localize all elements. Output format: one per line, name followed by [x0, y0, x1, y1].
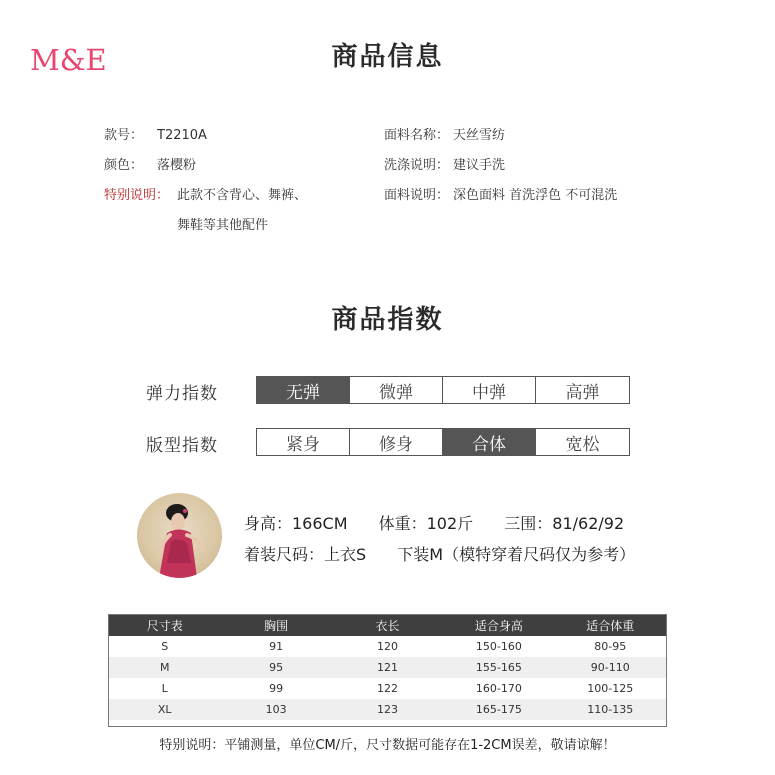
size-table-header-row: [109, 615, 666, 636]
bust-cell: 99: [220, 678, 331, 699]
model-photo: [137, 493, 222, 578]
info-fabric-note: [384, 184, 617, 203]
weight-range-cell: 90-110: [555, 657, 666, 678]
fit-index-label: 版型指数: [146, 436, 218, 456]
length-cell: 120: [332, 636, 443, 657]
info-key: 面料名称：: [384, 128, 450, 143]
size-table-header: 适合体重: [555, 615, 666, 636]
table-row: [109, 678, 666, 699]
size-cell: L: [109, 678, 220, 699]
info-key: 款号：: [104, 128, 144, 143]
fit-index-scale: [256, 428, 630, 456]
info-value: 此款不含背心、舞裤、: [177, 188, 308, 203]
fit-option: 修身: [350, 429, 443, 455]
model-weight: 体重：102斤: [378, 514, 474, 533]
size-table-header: 衣长: [332, 615, 443, 636]
info-key: 特别说明：: [104, 188, 170, 203]
height-range-cell: 150-160: [443, 636, 554, 657]
bust-cell: 91: [220, 636, 331, 657]
bust-cell: 103: [220, 699, 331, 720]
length-cell: 122: [332, 678, 443, 699]
size-table-header: 胸围: [220, 615, 331, 636]
table-row: [109, 657, 666, 678]
height-range-cell: 160-170: [443, 678, 554, 699]
size-table: [109, 615, 666, 720]
info-key: 面料说明：: [384, 188, 450, 203]
info-value: T2210A: [157, 128, 207, 143]
info-value: 天丝雪纺: [453, 128, 506, 143]
model-size-line: [244, 542, 635, 565]
elasticity-option: 中弹: [443, 377, 536, 403]
elasticity-option: 高弹: [536, 377, 629, 403]
model-three-sizes: 三围：81/62/92: [504, 514, 625, 533]
info-color: [104, 154, 196, 173]
length-cell: 123: [332, 699, 443, 720]
elasticity-option: 微弹: [350, 377, 443, 403]
fit-option: 宽松: [536, 429, 629, 455]
bust-cell: 95: [220, 657, 331, 678]
height-range-cell: 165-175: [443, 699, 554, 720]
brand-logo: M&E: [30, 43, 107, 77]
info-special-note-cont: 舞鞋等其他配件: [177, 218, 269, 233]
model-bottom-size: 下装M（模特穿着尺码仅为参考）: [397, 545, 636, 564]
model-height: 身高：166CM: [244, 514, 348, 533]
model-measurements-line: [244, 511, 624, 534]
info-style-number: [104, 124, 207, 143]
table-row: [109, 636, 666, 657]
size-cell: M: [109, 657, 220, 678]
product-info-title: 商品信息: [331, 42, 444, 72]
measurement-footnote: 特别说明：平铺测量，单位CM/斤，尺寸数据可能存在1-2CM误差，敬请谅解！: [159, 738, 616, 753]
info-wash-instructions: [384, 154, 505, 173]
elasticity-index-scale: [256, 376, 630, 404]
model-avatar: [137, 493, 222, 578]
info-key: 颜色：: [104, 158, 144, 173]
info-key: 洗涤说明：: [384, 158, 450, 173]
fit-option: 合体: [443, 429, 536, 455]
length-cell: 121: [332, 657, 443, 678]
product-index-title: 商品指数: [331, 305, 444, 335]
info-value: 建议手洗: [453, 158, 506, 173]
info-value: 落樱粉: [157, 158, 197, 173]
model-top-size: 着装尺码：上衣S: [244, 545, 367, 564]
size-cell: XL: [109, 699, 220, 720]
fit-option: 紧身: [257, 429, 350, 455]
elasticity-option: 无弹: [257, 377, 350, 403]
size-cell: S: [109, 636, 220, 657]
weight-range-cell: 80-95: [555, 636, 666, 657]
info-value: 深色面料 首洗浮色 不可混洗: [453, 188, 618, 203]
size-table-header: 适合身高: [443, 615, 554, 636]
info-special-note: [104, 184, 307, 203]
size-table-header: 尺寸表: [109, 615, 220, 636]
weight-range-cell: 100-125: [555, 678, 666, 699]
height-range-cell: 155-165: [443, 657, 554, 678]
info-fabric-name: [384, 124, 505, 143]
elasticity-index-label: 弹力指数: [146, 384, 218, 404]
weight-range-cell: 110-135: [555, 699, 666, 720]
table-row: [109, 699, 666, 720]
